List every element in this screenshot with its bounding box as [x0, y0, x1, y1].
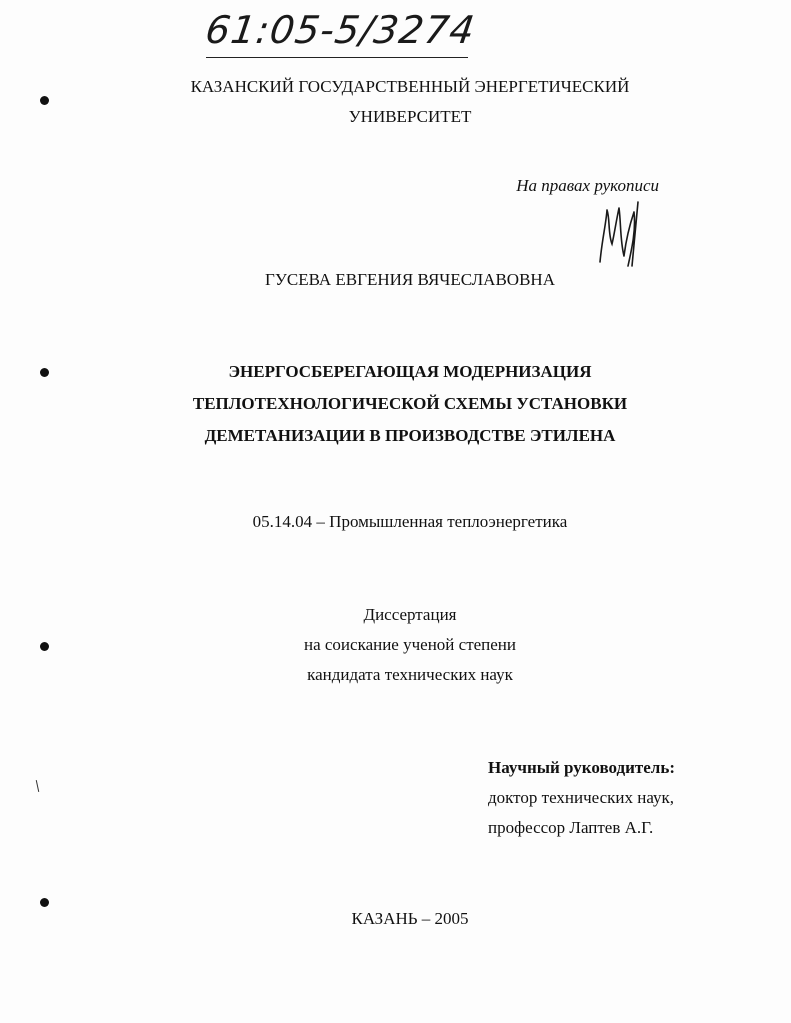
archive-number-underline — [206, 57, 468, 58]
title-line-2: ТЕПЛОТЕХНОЛОГИЧЕСКОЙ СХЕМЫ УСТАНОВКИ — [192, 394, 628, 413]
degree-name: кандидата технических наук — [307, 665, 513, 684]
supervisor-degree: доктор технических наук, — [488, 788, 675, 807]
scan-artifact-mark — [36, 780, 39, 792]
author-block — [0, 265, 791, 295]
city-year-block — [0, 904, 791, 934]
university-name-line-2: УНИВЕРСИТЕТ — [348, 107, 472, 126]
supervisor-name: профессор Лаптев А.Г. — [488, 818, 654, 837]
degree-info — [0, 600, 791, 690]
university-header — [0, 72, 791, 132]
archive-number: 61:05-5/3274 — [202, 8, 479, 52]
author-signature — [592, 200, 648, 270]
specialty-block — [0, 507, 791, 537]
supervisor-block — [488, 753, 675, 843]
degree-purpose: на соискание ученой степени — [303, 635, 517, 654]
dissertation-label: Диссертация — [363, 605, 457, 624]
university-name-line-1: КАЗАНСКИЙ ГОСУДАРСТВЕННЫЙ ЭНЕРГЕТИЧЕСКИЙ — [190, 77, 630, 96]
title-line-1: ЭНЕРГОСБЕРЕГАЮЩАЯ МОДЕРНИЗАЦИЯ — [228, 362, 592, 381]
title-line-3: ДЕМЕТАНИЗАЦИИ В ПРОИЗВОДСТВЕ ЭТИЛЕНА — [204, 426, 616, 445]
dissertation-title — [0, 356, 791, 452]
author-name: ГУСЕВА ЕВГЕНИЯ ВЯЧЕСЛАВОВНА — [265, 270, 555, 289]
specialty: 05.14.04 – Промышленная теплоэнергетика — [252, 512, 568, 531]
supervisor-heading: Научный руководитель: — [488, 758, 675, 777]
city-year: КАЗАНЬ – 2005 — [351, 909, 469, 928]
manuscript-rights: На правах рукописи — [516, 176, 659, 195]
